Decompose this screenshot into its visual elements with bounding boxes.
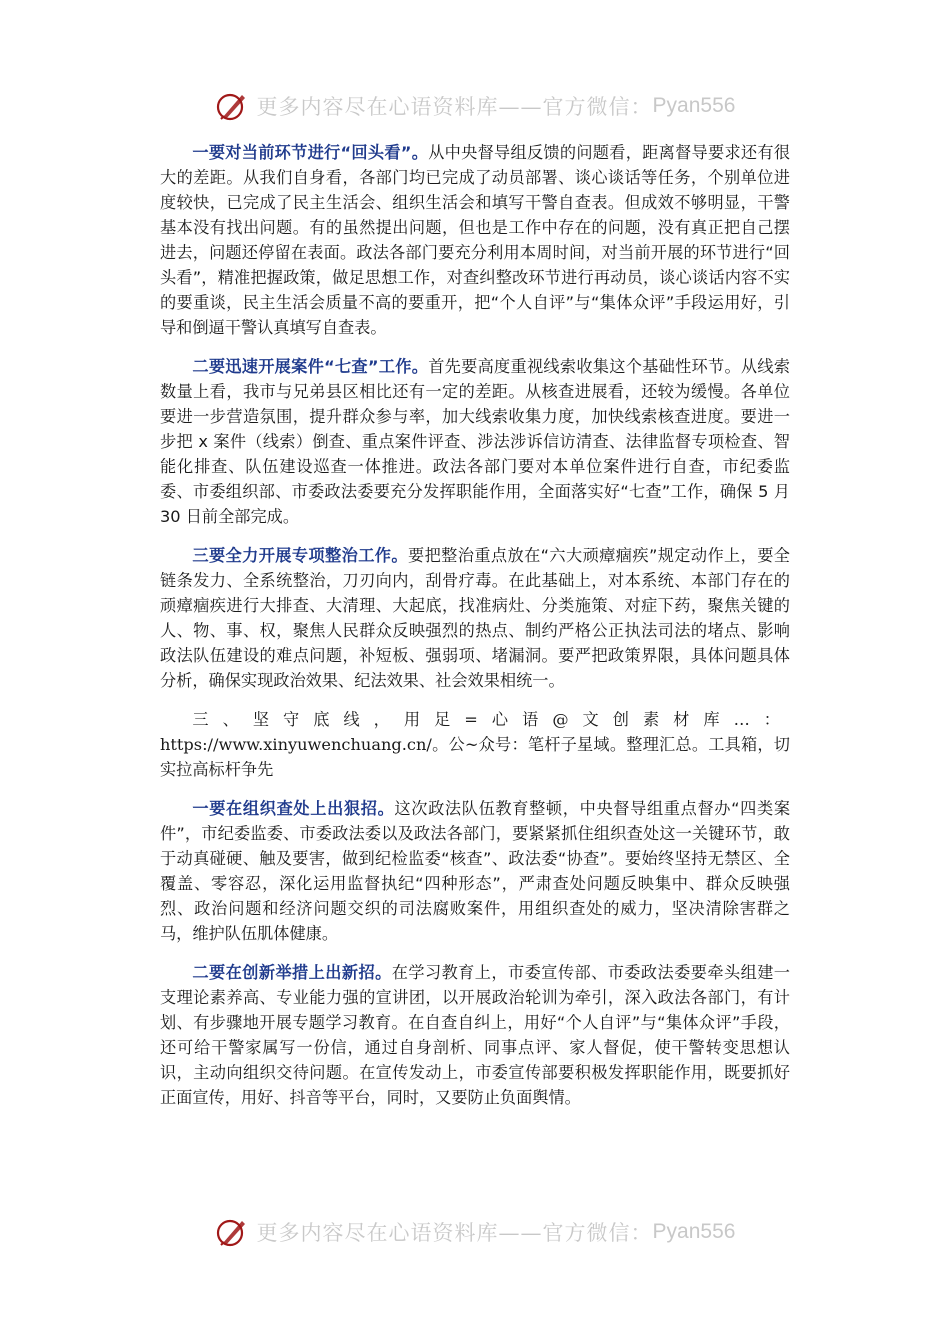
paragraph-lead: 一要对当前环节进行“回头看”。 [192, 143, 429, 162]
paragraph-5 [160, 796, 790, 946]
watermark-banner-bottom [0, 1210, 950, 1254]
section-heading-paragraph [160, 707, 790, 782]
paragraph-text: 要把整治重点放在“六大顽瘴痼疾”规定动作上，要全链条发力、全系统整治，刀刃向内，刮骨疗毒。在此基础上，对本系统、本部门存在的顽瘴痼疾进行大排查、大清理、大起底，找准病灶、分类施策、对症下药，聚焦关键的人、物、事、权，聚焦人民群众反映强烈的热点、制约严格公正执法司法的堵点、影响政法队伍建设的难点问题，补短板、强弱项、堵漏洞。要严把政策界限，具体问题具体分析，确保实现政治效果、纪法效果、社会效果相统一。 [160, 546, 790, 690]
paragraph-1 [160, 140, 790, 340]
paragraph-lead: 一要在组织查处上出狠招。 [192, 799, 395, 818]
watermark-text: 更多内容尽在心语资料库——官方微信： [256, 1221, 653, 1245]
paragraph-6 [160, 960, 790, 1110]
quill-logo-icon [215, 89, 249, 123]
paragraph-text: 首先要高度重视线索收集这个基础性环节。从线索数量上看，我市与兄弟县区相比还有一定的差距。从核查进展看，还较为缓慢。各单位要进一步营造氛围，提升群众参与率，加大线索收集力度，加快线索核查进度。要进一步把 x 案件（线索）倒查、重点案件评查、涉法涉诉信访清查、法律监督专项检查、智能化排查、队伍建设巡查一体推进。政法各部门要对本单位案件进行自查，市纪委监委、市委组织部、市委政法委要充分发挥职能作用，全面落实好“七查”工作，确保 5 月 30 日前全部完成。 [160, 357, 791, 526]
paragraph-lead: 二要迅速开展案件“七查”工作。 [192, 357, 429, 376]
paragraph-text: 这次政法队伍教育整顿，中央督导组重点督办“四类案件”，市纪委监委、市委政法委以及政法各部门，要紧紧抓住组织查处这一关键环节，敢于动真碰硬、触及要害，做到纪检监委“核查”、政法委“协查”。要始终坚持无禁区、全覆盖、零容忍，深化运用监督执纪“四种形态”，严肃查处问题反映集中、群众反映强烈、政治问题和经济问题交织的司法腐败案件，用组织查处的威力，坚决清除害群之马，维护队伍肌体健康。 [160, 799, 791, 943]
paragraph-lead: 二要在创新举措上出新招。 [192, 963, 392, 982]
document-body [160, 140, 790, 1124]
watermark-handle: Pyan556 [652, 1220, 736, 1243]
paragraph-2 [160, 354, 790, 529]
paragraph-lead: 三要全力开展专项整治工作。 [192, 546, 408, 565]
section-heading-text: https://www.xinyuwenchuang.cn/。公~众号：笔杆子星域。整理汇总。工具箱，切实拉高标杆争先 [160, 735, 790, 779]
paragraph-text: 从中央督导组反馈的问题看，距离督导要求还有很大的差距。从我们自身看，各部门均已完成了动员部署、谈心谈话等任务，个别单位进度较快，已完成了民主生活会、组织生活会和填写干警自查表。但成效不够明显，干警基本没有找出问题。有的虽然提出问题，但也是工作中存在的问题，没有真正把自己摆进去，问题还停留在表面。政法各部门要充分利用本周时间，对当前开展的环节进行“回头看”，精准把握政策，做足思想工作，对查纠整改环节进行再动员，谈心谈话内容不实的要重谈，民主生活会质量不高的要重开，把“个人自评”与“集体众评”手段运用好，引导和倒逼干警认真填写自查表。 [160, 143, 791, 337]
section-heading: 三、坚守底线，用足=心语@文创素材库…： [192, 710, 790, 729]
watermark-banner-top [0, 84, 950, 128]
paragraph-text: 在学习教育上，市委宣传部、市委政法委要牵头组建一支理论素养高、专业能力强的宣讲团，以开展政治轮训为牵引，深入政法各部门，有计划、有步骤地开展专题学习教育。在自查自纠上，用好“个人自评”与“集体众评”手段，还可给干警家属写一份信，通过自身剖析、同事点评、家人督促，使干警转变思想认识，主动向组织交待问题。在宣传发动上，市委宣传部要积极发挥职能作用，既要抓好正面宣传，用好、抖音等平台，同时，又要防止负面舆情。 [160, 963, 790, 1107]
watermark-text: 更多内容尽在心语资料库——官方微信： [256, 95, 653, 119]
watermark-handle: Pyan556 [652, 94, 736, 117]
quill-logo-icon [215, 1215, 249, 1249]
paragraph-3 [160, 543, 790, 693]
